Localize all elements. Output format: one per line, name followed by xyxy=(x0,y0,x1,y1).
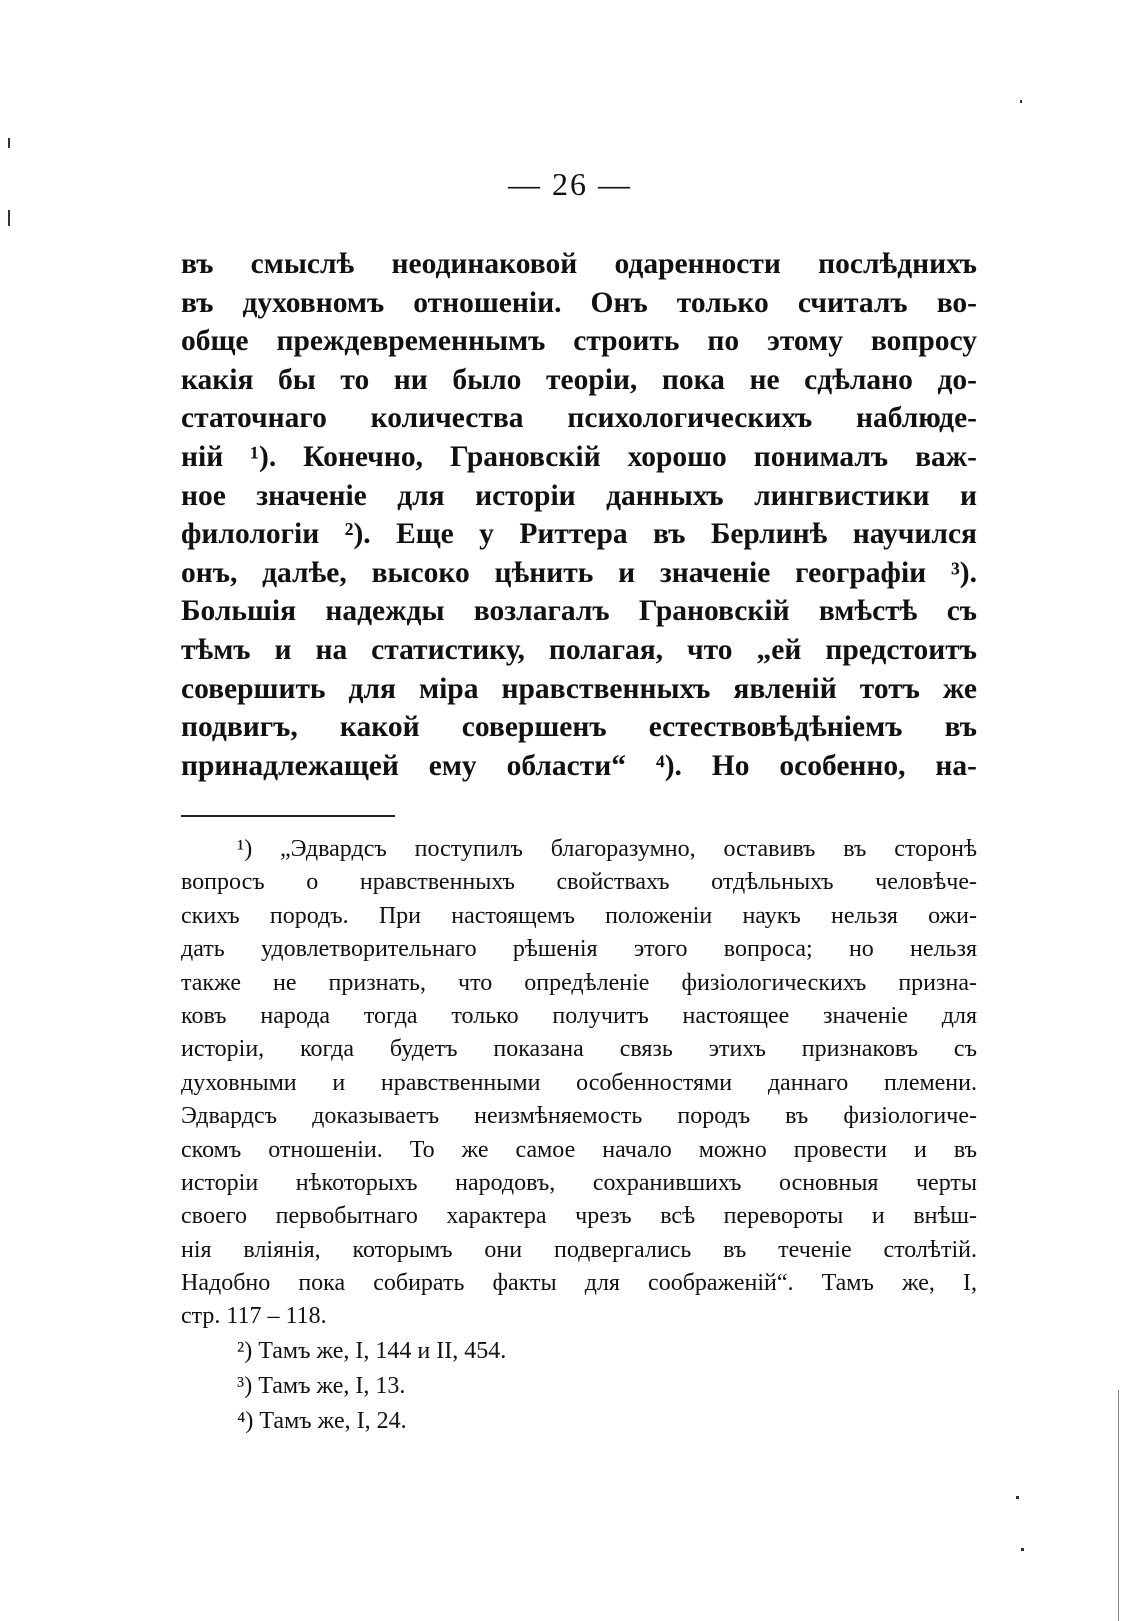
body-line: филологіи ²). Еще у Риттера въ Берлинѣ научился xyxy=(181,518,977,551)
body-line: совершить для міра нравственныхъ явленій тотъ же xyxy=(181,672,977,705)
scan-artifact xyxy=(8,210,10,226)
body-line: въ смыслѣ неодинаковой одаренности послѣднихъ xyxy=(181,248,977,280)
body-line: какія бы то ни было теоріи, пока не сдѣлано до- xyxy=(181,363,977,396)
footnote-separator-rule xyxy=(181,815,395,817)
scan-artifact xyxy=(1020,100,1022,103)
footnote-1-line: также не признать, что опредѣленіе физіологическихъ призна- xyxy=(181,969,977,996)
body-line: тѣмъ и на статистику, полагая, что „ей предстоитъ xyxy=(181,633,977,666)
body-line: въ духовномъ отношеніи. Онъ только считалъ во- xyxy=(181,286,977,319)
body-line: Большія надежды возлагалъ Грановскій вмѣстѣ съ xyxy=(181,595,977,628)
page-number: — 26 — xyxy=(508,166,632,202)
scan-artifact xyxy=(1118,1390,1119,1621)
footnote-1-line: дать удовлетворительнаго рѣшенія этого вопроса; но нельзя xyxy=(181,936,977,963)
body-line: онъ, далѣе, высоко цѣнить и значеніе географіи ³). xyxy=(181,556,977,589)
scan-artifact xyxy=(8,138,10,148)
body-line: принадлежащей ему области“ ⁴). Но особенно, на- xyxy=(181,749,977,782)
footnote-3: ³) Тамъ же, I, 13. xyxy=(237,1372,406,1399)
footnote-1-line: скихъ породъ. При настоящемъ положеніи наукъ нельзя ожи- xyxy=(181,902,977,929)
footnote-1-line: исторіи нѣкоторыхъ народовъ, сохранившихъ основныя черты xyxy=(181,1169,977,1196)
footnote-1-line: духовными и нравственными особенностями даннаго племени. xyxy=(181,1069,977,1096)
body-line: обще преждевременнымъ строить по этому вопросу xyxy=(181,325,977,358)
footnote-1-line: Эдвардсъ доказываетъ неизмѣняемость породъ въ физіологиче- xyxy=(181,1103,977,1130)
body-line: статочнаго количества психологическихъ наблюде- xyxy=(181,402,977,435)
main-text-block xyxy=(181,245,977,785)
footnote-4: ⁴) Тамъ же, I, 24. xyxy=(237,1407,407,1434)
body-line: подвигъ, какой совершенъ естествовѣдѣніемъ въ xyxy=(181,711,977,744)
footnote-1-line: стр. 117 – 118. xyxy=(181,1303,327,1330)
body-line: ное значеніе для исторіи данныхъ лингвистики и xyxy=(181,479,977,512)
footnote-1-line: Надобно пока собирать факты для соображеній“. Тамъ же, I, xyxy=(181,1270,977,1297)
footnote-2: ²) Тамъ же, I, 144 и II, 454. xyxy=(237,1337,507,1364)
scan-artifact xyxy=(1016,1496,1019,1499)
footnote-1-line: своего первобытнаго характера чрезъ всѣ перевороты и внѣш- xyxy=(181,1203,977,1230)
footnote-1-line: ковъ народа тогда только получитъ настоящее значеніе для xyxy=(181,1002,977,1029)
footnote-1-line: вопросъ о нравственныхъ свойствахъ отдѣльныхъ человѣче- xyxy=(181,869,977,896)
footnotes-block xyxy=(181,833,977,1439)
footnote-1-line: ¹) „Эдвардсъ поступилъ благоразумно, оставивъ въ сторонѣ xyxy=(237,836,977,862)
scan-artifact xyxy=(1021,1548,1024,1551)
footnote-1-line: нія вліянія, которымъ они подвергались въ теченіе столѣтій. xyxy=(181,1236,977,1263)
body-line: ній ¹). Конечно, Грановскій хорошо понималъ важ- xyxy=(181,440,977,473)
footnote-1-line: исторіи, когда будетъ показана связь этихъ признаковъ съ xyxy=(181,1036,977,1063)
footnote-1-line: скомъ отношеніи. То же самое начало можно провести и въ xyxy=(181,1136,977,1163)
